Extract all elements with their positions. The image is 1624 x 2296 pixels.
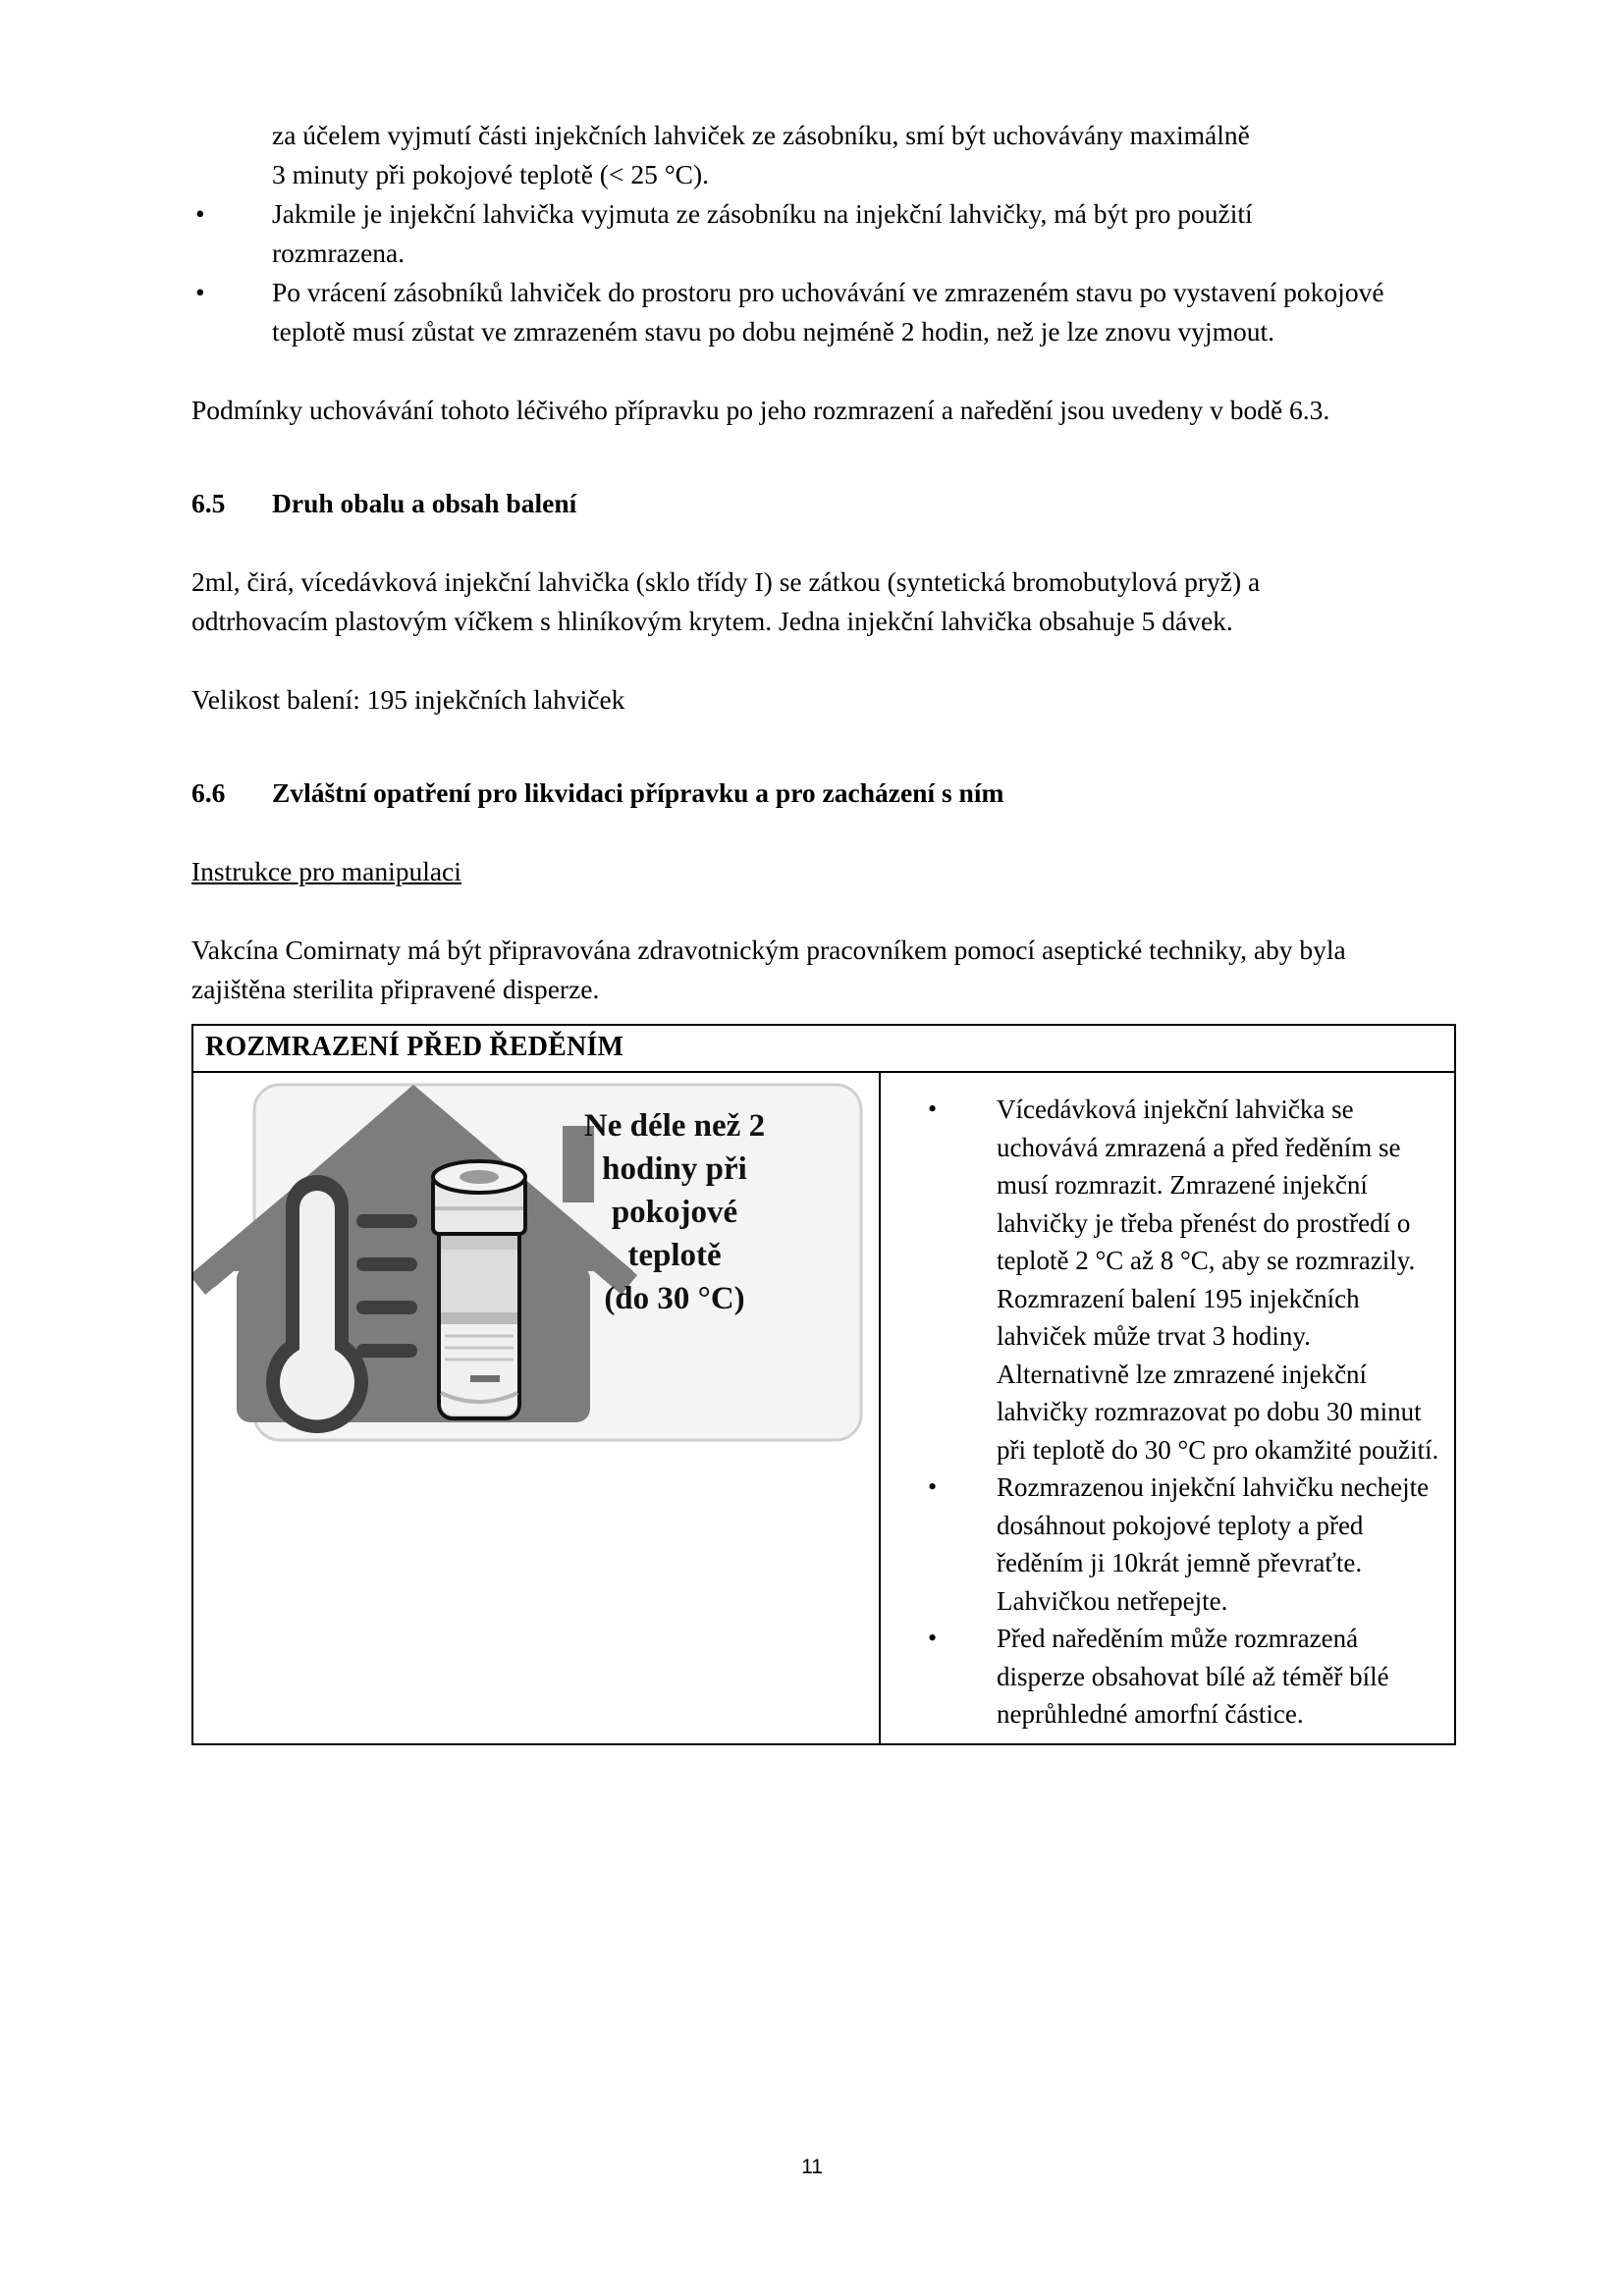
- list-item-text: Jakmile je injekční lahvička vyjmuta ze zásobníku na injekční lahvičky, má být pro použití rozmrazena.: [272, 198, 1253, 268]
- list-item-text: Vícedávková injekční lahvička se uchovává zmrazená a před ředěním se musí rozmrazit. Zmrazené injekční lahvičky je třeba přenést do prostředí o teplotě 2 °C až 8 °C, aby se rozmrazily. Rozmrazení balení 195 injekčních lahviček může trvat 3 hodiny. Alternativně lze zmrazené injekční lahvičky rozmrazovat po dobu 30 minut při teplotě do 30 °C pro okamžité použití.: [997, 1095, 1439, 1465]
- continued-line-1: za účelem vyjmutí části injekčních lahviček ze zásobníku, smí být uchovávány maximálně: [272, 120, 1250, 150]
- list-item: [881, 1091, 1440, 1468]
- callout-line-5: (do 30 °C): [604, 1281, 745, 1316]
- section-title: Zvláštní opatření pro likvidaci přípravku a pro zacházení s ním: [272, 777, 1004, 808]
- spacer: [191, 351, 1384, 391]
- pack-size-text: Velikost balení: 195 injekčních lahviček: [191, 684, 625, 715]
- section-title: Druh obalu a obsah balení: [272, 488, 577, 518]
- callout-line-2: hodiny při: [602, 1151, 747, 1187]
- page-content: [191, 116, 1384, 1009]
- vaccine-vial-icon: [433, 1161, 525, 1418]
- page-number: 11: [801, 2156, 823, 2178]
- bullet-icon: •: [928, 1472, 938, 1501]
- list-item: [191, 194, 1384, 273]
- section-heading-6-5: [191, 484, 1384, 523]
- spacer: [191, 891, 1384, 931]
- list-item: [881, 1620, 1440, 1734]
- list-item-text: Rozmrazenou injekční lahvičku nechejte dosáhnout pokojové teploty a před ředěním ji 10krát jemně převraťte. Lahvičkou netřepejte.: [997, 1472, 1430, 1616]
- storage-conditions-paragraph: Podmínky uchovávání tohoto léčivého přípravku po jeho rozmrazení a naředění jsou uvedeny v bodě 6.3.: [191, 395, 1330, 425]
- bullet-icon: •: [928, 1095, 938, 1123]
- section-heading-6-6: [191, 774, 1384, 813]
- spacer: [191, 720, 1384, 774]
- handling-instructions-subheading: Instrukce pro manipulaci: [191, 856, 461, 886]
- table-header-title: ROZMRAZENÍ PŘED ŘEDĚNÍM: [193, 1026, 1454, 1073]
- table-cell-instructions: [881, 1073, 1454, 1743]
- continued-line-2: 3 minuty při pokojové teplotě (< 25 °C).: [272, 159, 710, 189]
- bullet-icon: •: [928, 1624, 938, 1652]
- list-item-text: Po vrácení zásobníků lahviček do prostoru pro uchovávání ve zmrazeném stavu po vystavení pokojové teplotě musí zůstat ve zmrazeném stavu po dobu nejméně 2 hodin, než je lze znovu vyjmout.: [272, 277, 1384, 347]
- bullet-icon: •: [195, 277, 205, 307]
- callout-line-1: Ne déle než 2: [583, 1108, 766, 1144]
- list-item: [881, 1468, 1440, 1620]
- section-number: 6.5: [191, 488, 226, 518]
- callout-line-4: teplotě: [627, 1238, 722, 1273]
- container-description-paragraph: 2ml, čirá, vícedávková injekční lahvička (sklo třídy I) se zátkou (syntetická bromobutylová pryž) a odtrhovacím plastovým víčkem s hliníkovým krytem. Jedna injekční lahvička obsahuje 5 dávek.: [191, 566, 1261, 636]
- thawing-instructions-table: [191, 1024, 1456, 1745]
- preparation-paragraph: Vakcína Comirnaty má být připravována zdravotnickým pracovníkem pomocí aseptické techniky, aby byla zajištěna sterilita připravené disperze.: [191, 934, 1346, 1004]
- list-item: [191, 273, 1384, 351]
- spacer: [191, 430, 1384, 484]
- callout-text-block: [517, 1104, 832, 1320]
- bullet-icon: •: [195, 198, 205, 229]
- spacer: [191, 523, 1384, 562]
- table-cell-illustration: [193, 1073, 881, 1743]
- spacer: [191, 641, 1384, 680]
- section-number: 6.6: [191, 777, 226, 808]
- thawing-bullet-list: [881, 1091, 1440, 1734]
- table-body-row: [193, 1073, 1454, 1743]
- spacer: [191, 813, 1384, 852]
- callout-line-3: pokojové: [611, 1195, 738, 1230]
- storage-bullet-list: [191, 194, 1384, 351]
- list-item-text: Před naředěním může rozmrazená disperze obsahovat bílé až téměř bílé neprůhledné amorfní částice.: [997, 1624, 1389, 1729]
